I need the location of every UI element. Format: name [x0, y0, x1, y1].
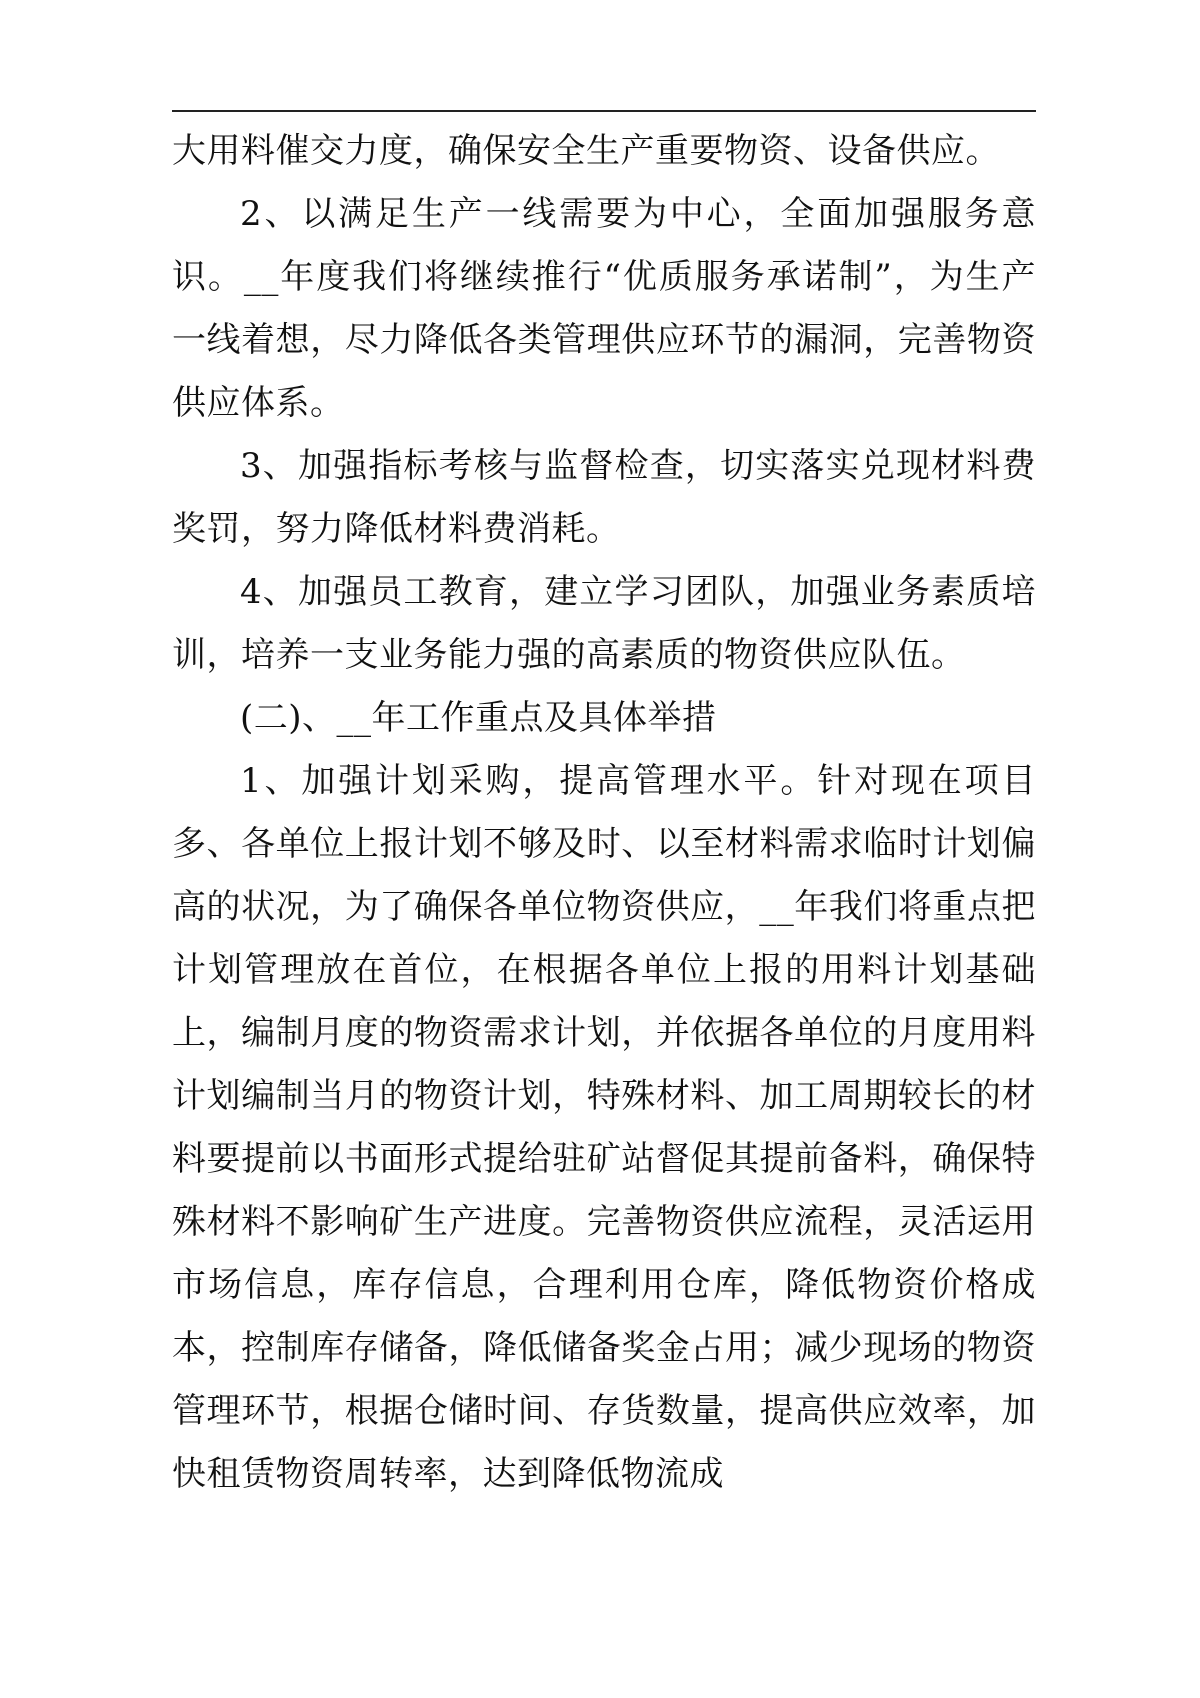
paragraph-item-1: 1、加强计划采购，提高管理水平。针对现在项目多、各单位上报计划不够及时、以至材料需求临时计划偏高的状况，为了确保各单位物资供应，__年我们将重点把计划管理放在首位，在根据各单位上报的用料计划基础上，编制月度的物资需求计划，并依据各单位的月度用料计划编制当月的物资计划，特殊材料、加工周期较长的材料要提前以书面形式提给驻矿站督促其提前备料，确保特殊材料不影响矿生产进度。完善物资供应流程，灵活运用市场信息，库存信息，合理利用仓库，降低物资价格成本，控制库存储备，降低储备奖金占用；减少现场的物资管理环节，根据仓储时间、存货数量，提高供应效率，加快租赁物资周转率，达到降低物流成: [172, 761, 1036, 1494]
paragraph-continuation: 大用料催交力度，确保安全生产重要物资、设备供应。: [172, 131, 1000, 171]
paragraph-item-4: 4、加强员工教育，建立学习团队，加强业务素质培训，培养一支业务能力强的高素质的物资供应队伍。: [172, 572, 1036, 675]
paragraph-item-2: 2、以满足生产一线需要为中心，全面加强服务意识。__年度我们将继续推行“优质服务承诺制”，为生产一线着想，尽力降低各类管理供应环节的漏洞，完善物资供应体系。: [172, 194, 1036, 423]
header-rule: [172, 110, 1036, 112]
paragraph-item-3: 3、加强指标考核与监督检查，切实落实兑现材料费奖罚，努力降低材料费消耗。: [172, 446, 1036, 549]
document-body: [172, 120, 1036, 1506]
section-heading: (二)、__年工作重点及具体举措: [240, 698, 717, 738]
